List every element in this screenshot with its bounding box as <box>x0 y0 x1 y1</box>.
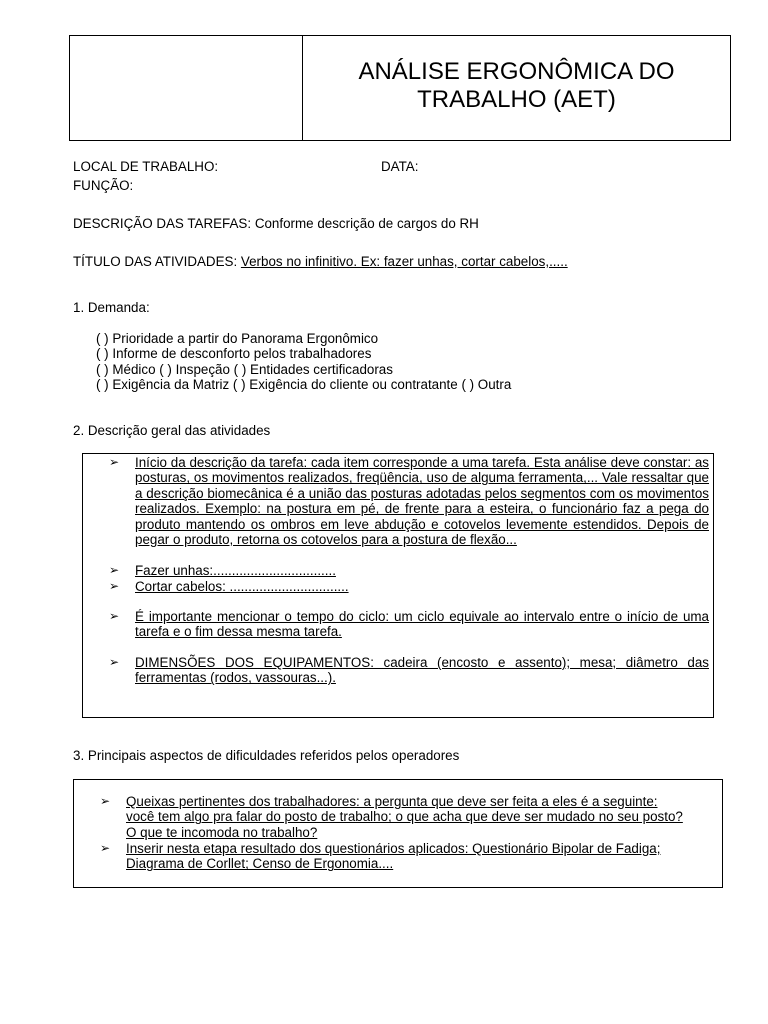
document-title <box>358 58 674 114</box>
arrowhead-bullet-icon: ➢ <box>109 609 120 623</box>
local-label: LOCAL DE TRABALHO: <box>73 159 219 174</box>
header-table <box>69 35 731 141</box>
arrowhead-bullet-icon: ➢ <box>100 794 111 808</box>
titulo-label: TÍTULO DAS ATIVIDADES: <box>73 254 241 269</box>
demanda-option: ( ) Médico ( ) Inspeção ( ) Entidades certificadoras <box>96 362 393 377</box>
titulo-row <box>73 254 568 270</box>
list-item <box>109 655 709 686</box>
demanda-option: ( ) Prioridade a partir do Panorama Ergonômico <box>96 331 379 346</box>
bullet-text: Fazer unhas:................................. <box>135 563 336 578</box>
demanda-option: ( ) Informe de desconforto pelos trabalhadores <box>96 346 372 361</box>
bullet-line: Inserir nesta etapa resultado dos questionários aplicados: Questionário Bipolar de Fadiga; <box>126 841 661 856</box>
list-item <box>100 841 720 872</box>
data-label: DATA: <box>381 159 419 174</box>
list-item <box>109 609 709 640</box>
descricao-label: DESCRIÇÃO DAS TAREFAS: <box>73 216 255 231</box>
titulo-value: Verbos no infinitivo. Ex: fazer unhas, cortar cabelos,..... <box>240 254 568 269</box>
arrowhead-bullet-icon: ➢ <box>100 841 111 855</box>
list-item <box>109 563 709 578</box>
bullet-line: O que te incomoda no trabalho? <box>126 824 318 840</box>
title-line-2: TRABALHO (AET) <box>417 86 616 113</box>
bullet-text: É importante mencionar o tempo do ciclo: um ciclo equivale ao intervalo entre o início de uma tarefa e o fim dessa mesma tarefa. <box>135 609 709 640</box>
difficulties-box <box>73 779 723 888</box>
bullet-text: Início da descrição da tarefa: cada item corresponde a uma tarefa. Esta análise deve constar: as posturas, os movimentos realizados, freqüência, uso de alguma ferramenta,... Vale ressaltar que a descrição biomecânica é a união das posturas adotadas pelos segmentos com os movimentos realizados. Exemplo: na postura em pé, de frente para a esteira, o funcionário faz a pega do produto mantendo os ombros em leve abdução e cotovelos levemente estendidos. Depois de pegar o produto, retorna os cotovelos para a postura de flexão... <box>135 455 709 548</box>
section1-heading: 1. Demanda: <box>73 300 150 315</box>
funcao-label: FUNÇÃO: <box>73 178 134 193</box>
section3-heading: 3. Principais aspectos de dificuldades referidos pelos operadores <box>73 748 460 763</box>
title-line-1: ANÁLISE ERGONÔMICA DO <box>358 58 675 85</box>
title-cell <box>303 36 730 140</box>
arrowhead-bullet-icon: ➢ <box>109 579 120 593</box>
bullet-line: Diagrama de Corllet; Censo de Ergonomia.... <box>126 856 394 872</box>
arrowhead-bullet-icon: ➢ <box>109 455 120 469</box>
bullet-text: Cortar cabelos: ................................ <box>135 579 349 594</box>
bullet-line: Queixas pertinentes dos trabalhadores: a pergunta que deve ser feita a eles é a seguinte: <box>126 794 658 809</box>
arrowhead-bullet-icon: ➢ <box>109 563 120 577</box>
bullet-text <box>126 841 660 872</box>
logo-cell <box>70 36 303 140</box>
descricao-value: Conforme descrição de cargos do RH <box>254 216 479 231</box>
bullet-line: você tem algo pra falar do posto de trabalho; o que acha que deve ser mudado no seu posto? <box>126 809 683 825</box>
activities-box <box>82 453 714 718</box>
list-item <box>109 455 709 547</box>
section2-heading: 2. Descrição geral das atividades <box>73 423 271 438</box>
bullet-text: DIMENSÕES DOS EQUIPAMENTOS: cadeira (encosto e assento); mesa; diâmetro das ferramentas (rodos, vassouras...). <box>135 655 709 686</box>
arrowhead-bullet-icon: ➢ <box>109 655 120 669</box>
list-item <box>109 579 709 594</box>
list-item <box>100 794 720 840</box>
demanda-option: ( ) Exigência da Matriz ( ) Exigência do cliente ou contratante ( ) Outra <box>96 377 512 392</box>
descricao-row <box>73 216 479 232</box>
bullet-text <box>126 794 683 840</box>
